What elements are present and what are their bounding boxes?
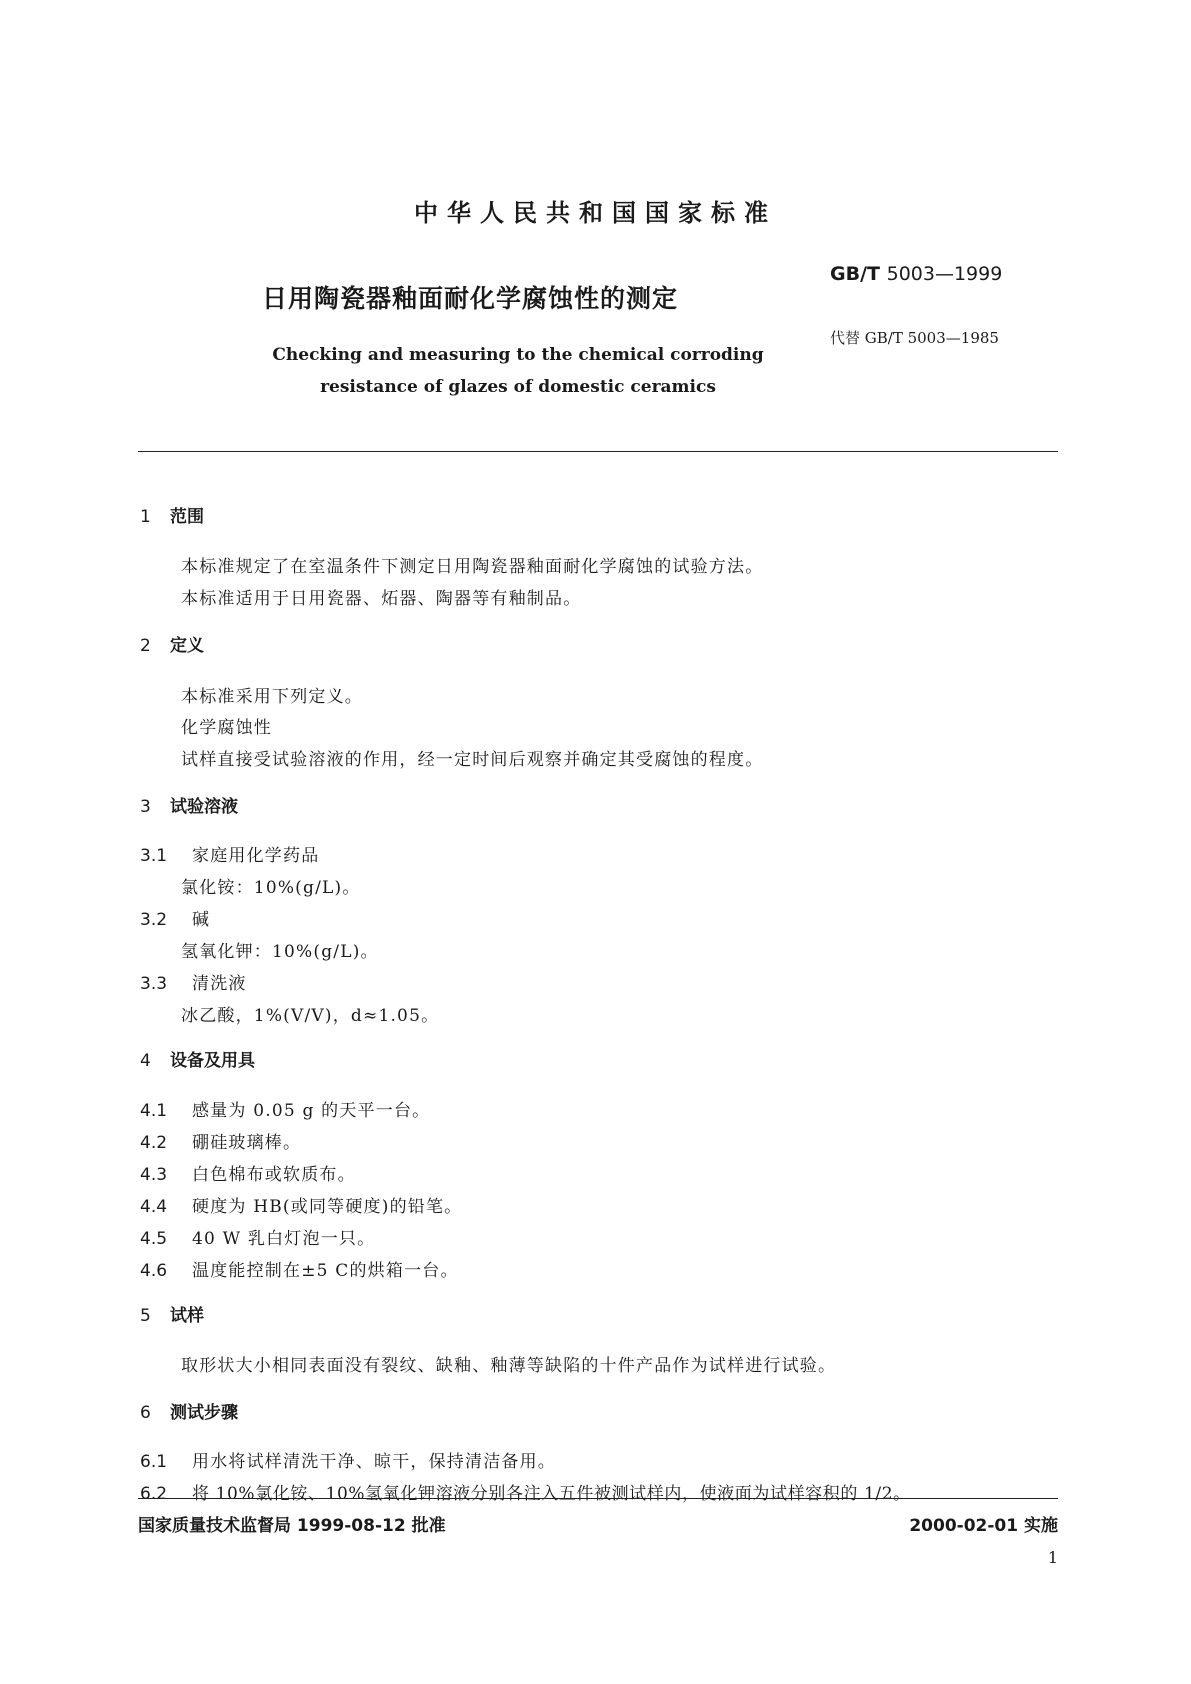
page-number: 1 bbox=[1047, 1548, 1058, 1567]
item-number: 4.2 bbox=[140, 1133, 168, 1153]
section-2-heading bbox=[140, 631, 204, 656]
item-number: 4.3 bbox=[140, 1165, 168, 1185]
document-title-zh: 日用陶瓷器釉面耐化学腐蚀性的测定 bbox=[262, 284, 679, 313]
item-text: 硼硅玻璃棒。 bbox=[192, 1133, 302, 1153]
item-number: 3.1 bbox=[140, 846, 168, 866]
section-2-para-3: 试样直接受试验溶液的作用，经一定时间后观察并确定其受腐蚀的程度。 bbox=[181, 750, 764, 770]
item-4-4 bbox=[140, 1192, 462, 1217]
item-4-6 bbox=[140, 1256, 459, 1281]
item-text: 用水将试样清洗干净、晾干，保持清洁备用。 bbox=[192, 1452, 556, 1472]
replaces-standard: 代替 GB/T 5003—1985 bbox=[830, 329, 999, 347]
item-text: 白色棉布或软质布。 bbox=[192, 1165, 356, 1185]
item-4-3 bbox=[140, 1160, 356, 1185]
item-3-1-detail: 氯化铵：10%(g/L)。 bbox=[181, 878, 361, 898]
item-3-2-detail: 氢氧化钾：10%(g/L)。 bbox=[181, 942, 379, 962]
section-2-para-1: 本标准采用下列定义。 bbox=[181, 687, 363, 707]
approval-date: 国家质量技术监督局 1999-08-12 批准 bbox=[138, 1516, 446, 1536]
header-divider bbox=[138, 451, 1058, 452]
item-text: 家庭用化学药品 bbox=[192, 846, 320, 866]
item-text: 硬度为 HB(或同等硬度)的铅笔。 bbox=[192, 1197, 463, 1217]
section-1-para-1: 本标准规定了在室温条件下测定日用陶瓷器釉面耐化学腐蚀的试验方法。 bbox=[181, 557, 764, 577]
standard-prefix: GB/T bbox=[830, 263, 880, 285]
section-number: 6 bbox=[140, 1403, 151, 1423]
standard-code bbox=[830, 263, 1002, 285]
section-number: 3 bbox=[140, 797, 151, 817]
section-title: 范围 bbox=[170, 507, 204, 527]
document-title-en-line1: Checking and measuring to the chemical corroding bbox=[272, 345, 764, 365]
item-text: 温度能控制在±5 C的烘箱一台。 bbox=[192, 1261, 459, 1281]
item-6-2 bbox=[140, 1479, 911, 1504]
item-number: 4.6 bbox=[140, 1261, 168, 1281]
document-title-en-line2: resistance of glazes of domestic ceramics bbox=[320, 377, 716, 397]
item-number: 4.4 bbox=[140, 1197, 168, 1217]
standard-number: 5003—1999 bbox=[886, 263, 1003, 285]
footer-divider bbox=[138, 1498, 1058, 1499]
section-3-heading bbox=[140, 792, 238, 817]
item-4-2 bbox=[140, 1128, 301, 1153]
item-6-1 bbox=[140, 1447, 556, 1472]
section-2-para-2: 化学腐蚀性 bbox=[181, 718, 272, 738]
section-5-heading bbox=[140, 1301, 204, 1326]
section-title: 试验溶液 bbox=[170, 797, 238, 817]
item-3-1 bbox=[140, 841, 319, 866]
section-number: 2 bbox=[140, 636, 151, 656]
item-text: 碱 bbox=[192, 910, 211, 930]
item-3-2 bbox=[140, 905, 210, 930]
item-3-3 bbox=[140, 969, 247, 994]
section-title: 试样 bbox=[170, 1306, 204, 1326]
item-number: 3.2 bbox=[140, 910, 168, 930]
item-4-1 bbox=[140, 1096, 430, 1121]
standard-org-title: 中华人民共和国国家标准 bbox=[414, 199, 777, 227]
section-1-para-2: 本标准适用于日用瓷器、炻器、陶器等有釉制品。 bbox=[181, 589, 582, 609]
section-number: 1 bbox=[140, 507, 151, 527]
item-number: 4.5 bbox=[140, 1229, 168, 1249]
section-title: 设备及用具 bbox=[170, 1051, 255, 1071]
section-number: 4 bbox=[140, 1051, 151, 1071]
item-number: 4.1 bbox=[140, 1101, 168, 1121]
item-4-5 bbox=[140, 1224, 375, 1249]
item-text: 感量为 0.05 g 的天平一台。 bbox=[192, 1101, 431, 1121]
section-title: 测试步骤 bbox=[170, 1403, 238, 1423]
section-number: 5 bbox=[140, 1306, 151, 1326]
section-4-heading bbox=[140, 1046, 255, 1071]
section-6-heading bbox=[140, 1398, 238, 1423]
item-3-3-detail: 冰乙酸，1%(V/V)，d≈1.05。 bbox=[181, 1006, 440, 1026]
item-number: 6.1 bbox=[140, 1452, 168, 1472]
item-text: 清洗液 bbox=[192, 974, 247, 994]
section-5-para-1: 取形状大小相同表面没有裂纹、缺釉、釉薄等缺陷的十件产品作为试样进行试验。 bbox=[181, 1356, 837, 1376]
section-1-heading bbox=[140, 502, 204, 527]
section-title: 定义 bbox=[170, 636, 204, 656]
item-text: 将 10%氯化铵、10%氢氧化钾溶液分别各注入五件被测试样内，使液面为试样容积的 1/2。 bbox=[192, 1484, 911, 1504]
effective-date: 2000-02-01 实施 bbox=[909, 1516, 1058, 1536]
item-number: 6.2 bbox=[140, 1484, 168, 1504]
item-number: 3.3 bbox=[140, 974, 168, 994]
item-text: 40 W 乳白灯泡一只。 bbox=[192, 1229, 376, 1249]
